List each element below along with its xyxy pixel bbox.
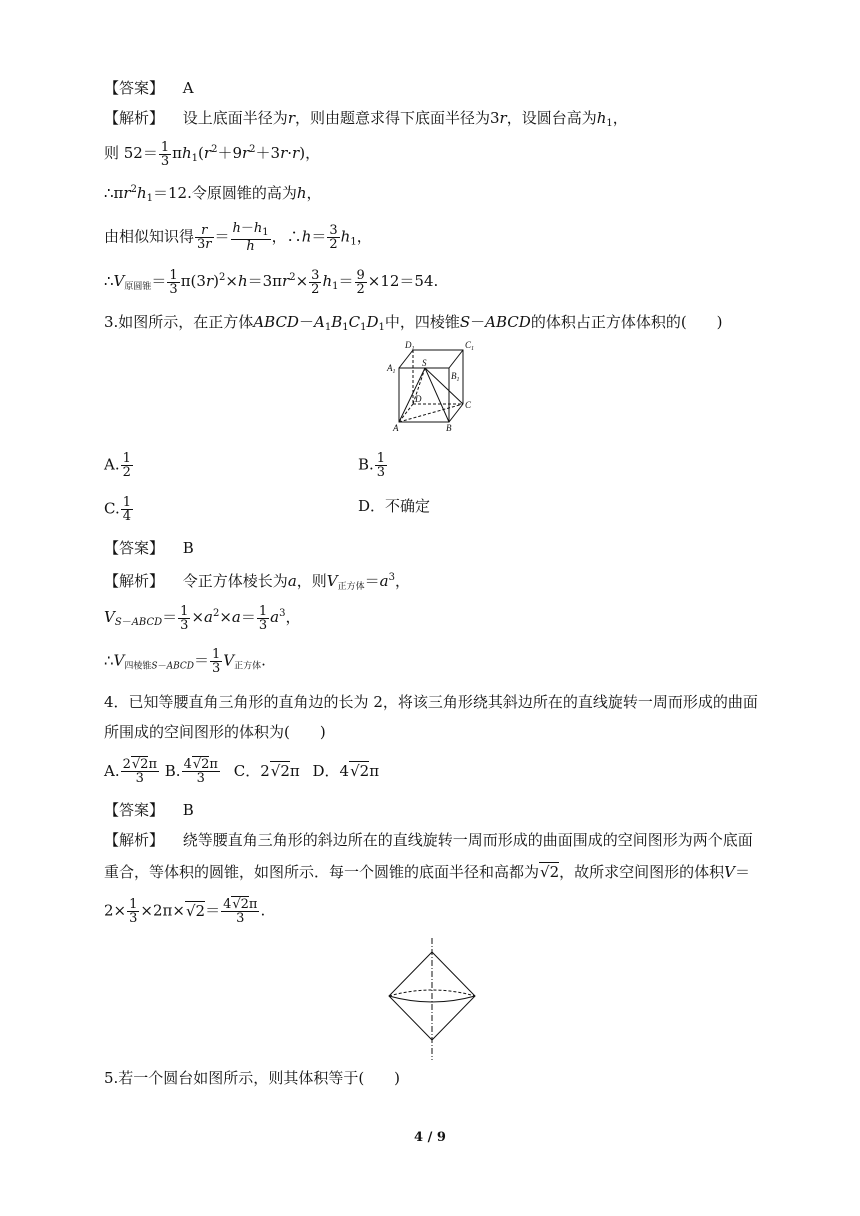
q3-eq1: $V_{S-ABCD}=$ $\frac{1}{3}$ $\times a^2\times a=$ $\frac{1}{3}$ $a^3$，: [104, 603, 301, 633]
q4-option-d: D．4√2π: [312, 761, 380, 780]
q4-option-a: A. $\frac{2√2\pi}{3}$: [104, 757, 157, 786]
q2-answer-row: [104, 78, 194, 98]
cube-figure: [385, 338, 485, 434]
q2-eq1: 则 52＝ $\frac{1}{3}$ $\pi h_1(r^2+9r^2+3r\cdot r)$，: [104, 139, 321, 169]
q3-eq2: $\therefore V_{四棱锥S-ABCD}=$ $\frac{1}{3}$ $V_{正方体}$.: [104, 647, 266, 676]
label-S: S: [422, 358, 427, 368]
q4-analysis-line1: 【解析】 绕等腰直角三角形的斜边所在的直线旋转一周而形成的曲面围成的空间图形为两个底面: [104, 831, 753, 849]
label-D1: $D_1$: [405, 340, 415, 352]
label-B1: $B_1$: [451, 371, 460, 383]
answer-label: 【答案】: [104, 79, 165, 97]
analysis-label: 【解析】: [104, 109, 165, 127]
q4-answer-value: B: [182, 801, 194, 819]
q4-stem-line2: 所围成的空间图形的体积为( ): [104, 723, 326, 741]
cube-front-face: [399, 368, 449, 422]
q4-option-c: C．2√2π: [233, 761, 300, 780]
q3-option-d: D．不确定: [358, 497, 431, 515]
q4-answer-row: 【答案】 B: [104, 801, 194, 819]
q4-stem-line1: 4．已知等腰直角三角形的直角边的长为 2，将该三角形绕其斜边所在的直线旋转一周而形成的曲面: [104, 693, 758, 711]
q3-answer-value: B: [182, 539, 194, 557]
q3-answer-row: 【答案】 B: [104, 539, 194, 557]
q3-option-c: C. $\frac{1}{4}$: [104, 495, 131, 524]
q5-stem: 5.若一个圆台如图所示，则其体积等于( ): [104, 1069, 401, 1087]
q2-analysis-line1: 【解析】 设上底面半径为r，则由题意求得下底面半径为3r，设圆台高为$h_1$，: [104, 109, 628, 129]
q2-answer-value: A: [182, 79, 194, 97]
label-C: C: [465, 400, 472, 410]
label-D: D: [415, 394, 422, 404]
q4-options: [104, 758, 379, 785]
label-A: A: [393, 423, 399, 433]
q4-option-b: B. $\frac{4√2\pi}{3}$: [164, 757, 218, 786]
q3-option-a: A. $\frac{1}{2}$: [104, 451, 131, 480]
double-cone-figure: [385, 936, 479, 1062]
q2-eq3: 由相似知识得 $\frac{r}{3r}$ ＝ $\frac{h-h_1}{h}$ ，∴h＝ $\frac{3}{2}$ $h_1$，: [104, 221, 372, 254]
q3-analysis-line1: 【解析】 令正方体棱长为a，则$V_{正方体}=a^3$，: [104, 572, 410, 592]
q4-analysis-line2: 重合，等体积的圆锥，如图所示．每一个圆锥的底面半径和高都为√2，故所求空间图形的体积V＝: [104, 863, 750, 881]
label-B: B: [446, 423, 452, 433]
label-A1: $A_1$: [387, 363, 396, 375]
q2-eq2: $\therefore\pi r^2h_1=12$.令原圆锥的高为h，: [104, 184, 322, 204]
label-C1: $C_1$: [465, 340, 475, 352]
page-number: 4 / 9: [414, 1130, 446, 1145]
q4-analysis-line3: 2× $\frac{1}{3}$ ×2π×√2＝ $\frac{4√2\pi}{3}$ .: [104, 897, 266, 926]
q3-stem: 3.如图所示，在正方体$ABCD-A_1B_1C_1D_1$中，四棱锥S－ABCD的体积占正方体体积的( ): [104, 313, 723, 333]
q3-option-b: B. $\frac{1}{3}$: [358, 451, 386, 480]
q2-eq4: $\therefore V_{原圆锥}=$ $\frac{1}{3}$ $\pi(3r)^2\times h=3\pi r^2\times$ $\frac{3}{2}$ $h_1=$ $\frac{9}{2}$ ×12＝54.: [104, 267, 439, 297]
